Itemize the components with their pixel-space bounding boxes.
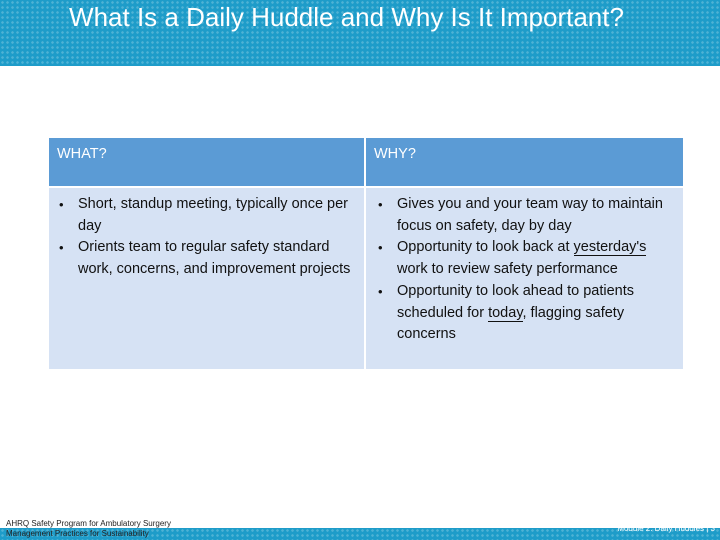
list-item: • Short, standup meeting, typically once per day — [55, 194, 358, 237]
footer-line: AHRQ Safety Program for Ambulatory Surgery — [6, 519, 171, 528]
what-list — [55, 194, 358, 281]
footer-program-name — [6, 519, 171, 539]
list-item-text: Opportunity to look back at — [397, 239, 574, 256]
why-list — [374, 194, 677, 346]
list-item: • Orients team to regular safety standard work, concerns, and improvement projects — [55, 237, 358, 280]
footer-module-label: Module 2: Daily Huddles | 3 — [617, 524, 715, 533]
list-item — [374, 237, 677, 280]
list-item — [374, 281, 677, 346]
footer-line: Management Practices for Sustainability — [6, 529, 149, 538]
slide-title: What Is a Daily Huddle and Why Is It Important? — [69, 2, 624, 32]
list-item: • Gives you and your team way to maintain focus on safety, day by day — [374, 194, 677, 237]
list-item-text: , flagging safety concerns — [397, 304, 625, 343]
footer-module-page — [560, 524, 715, 534]
table-cell-what — [49, 188, 364, 369]
list-item-text: Opportunity to look ahead to patients scheduled for — [397, 282, 634, 321]
table-header-why: WHY? — [366, 138, 683, 186]
table-cell-why — [366, 188, 683, 369]
list-item-text: work to review safety performance — [397, 261, 618, 278]
table-header-what: WHAT? — [49, 138, 364, 186]
what-why-table — [49, 138, 683, 369]
underlined-word-yesterday: yesterday's — [573, 239, 647, 256]
underlined-word-today: today — [488, 304, 523, 321]
